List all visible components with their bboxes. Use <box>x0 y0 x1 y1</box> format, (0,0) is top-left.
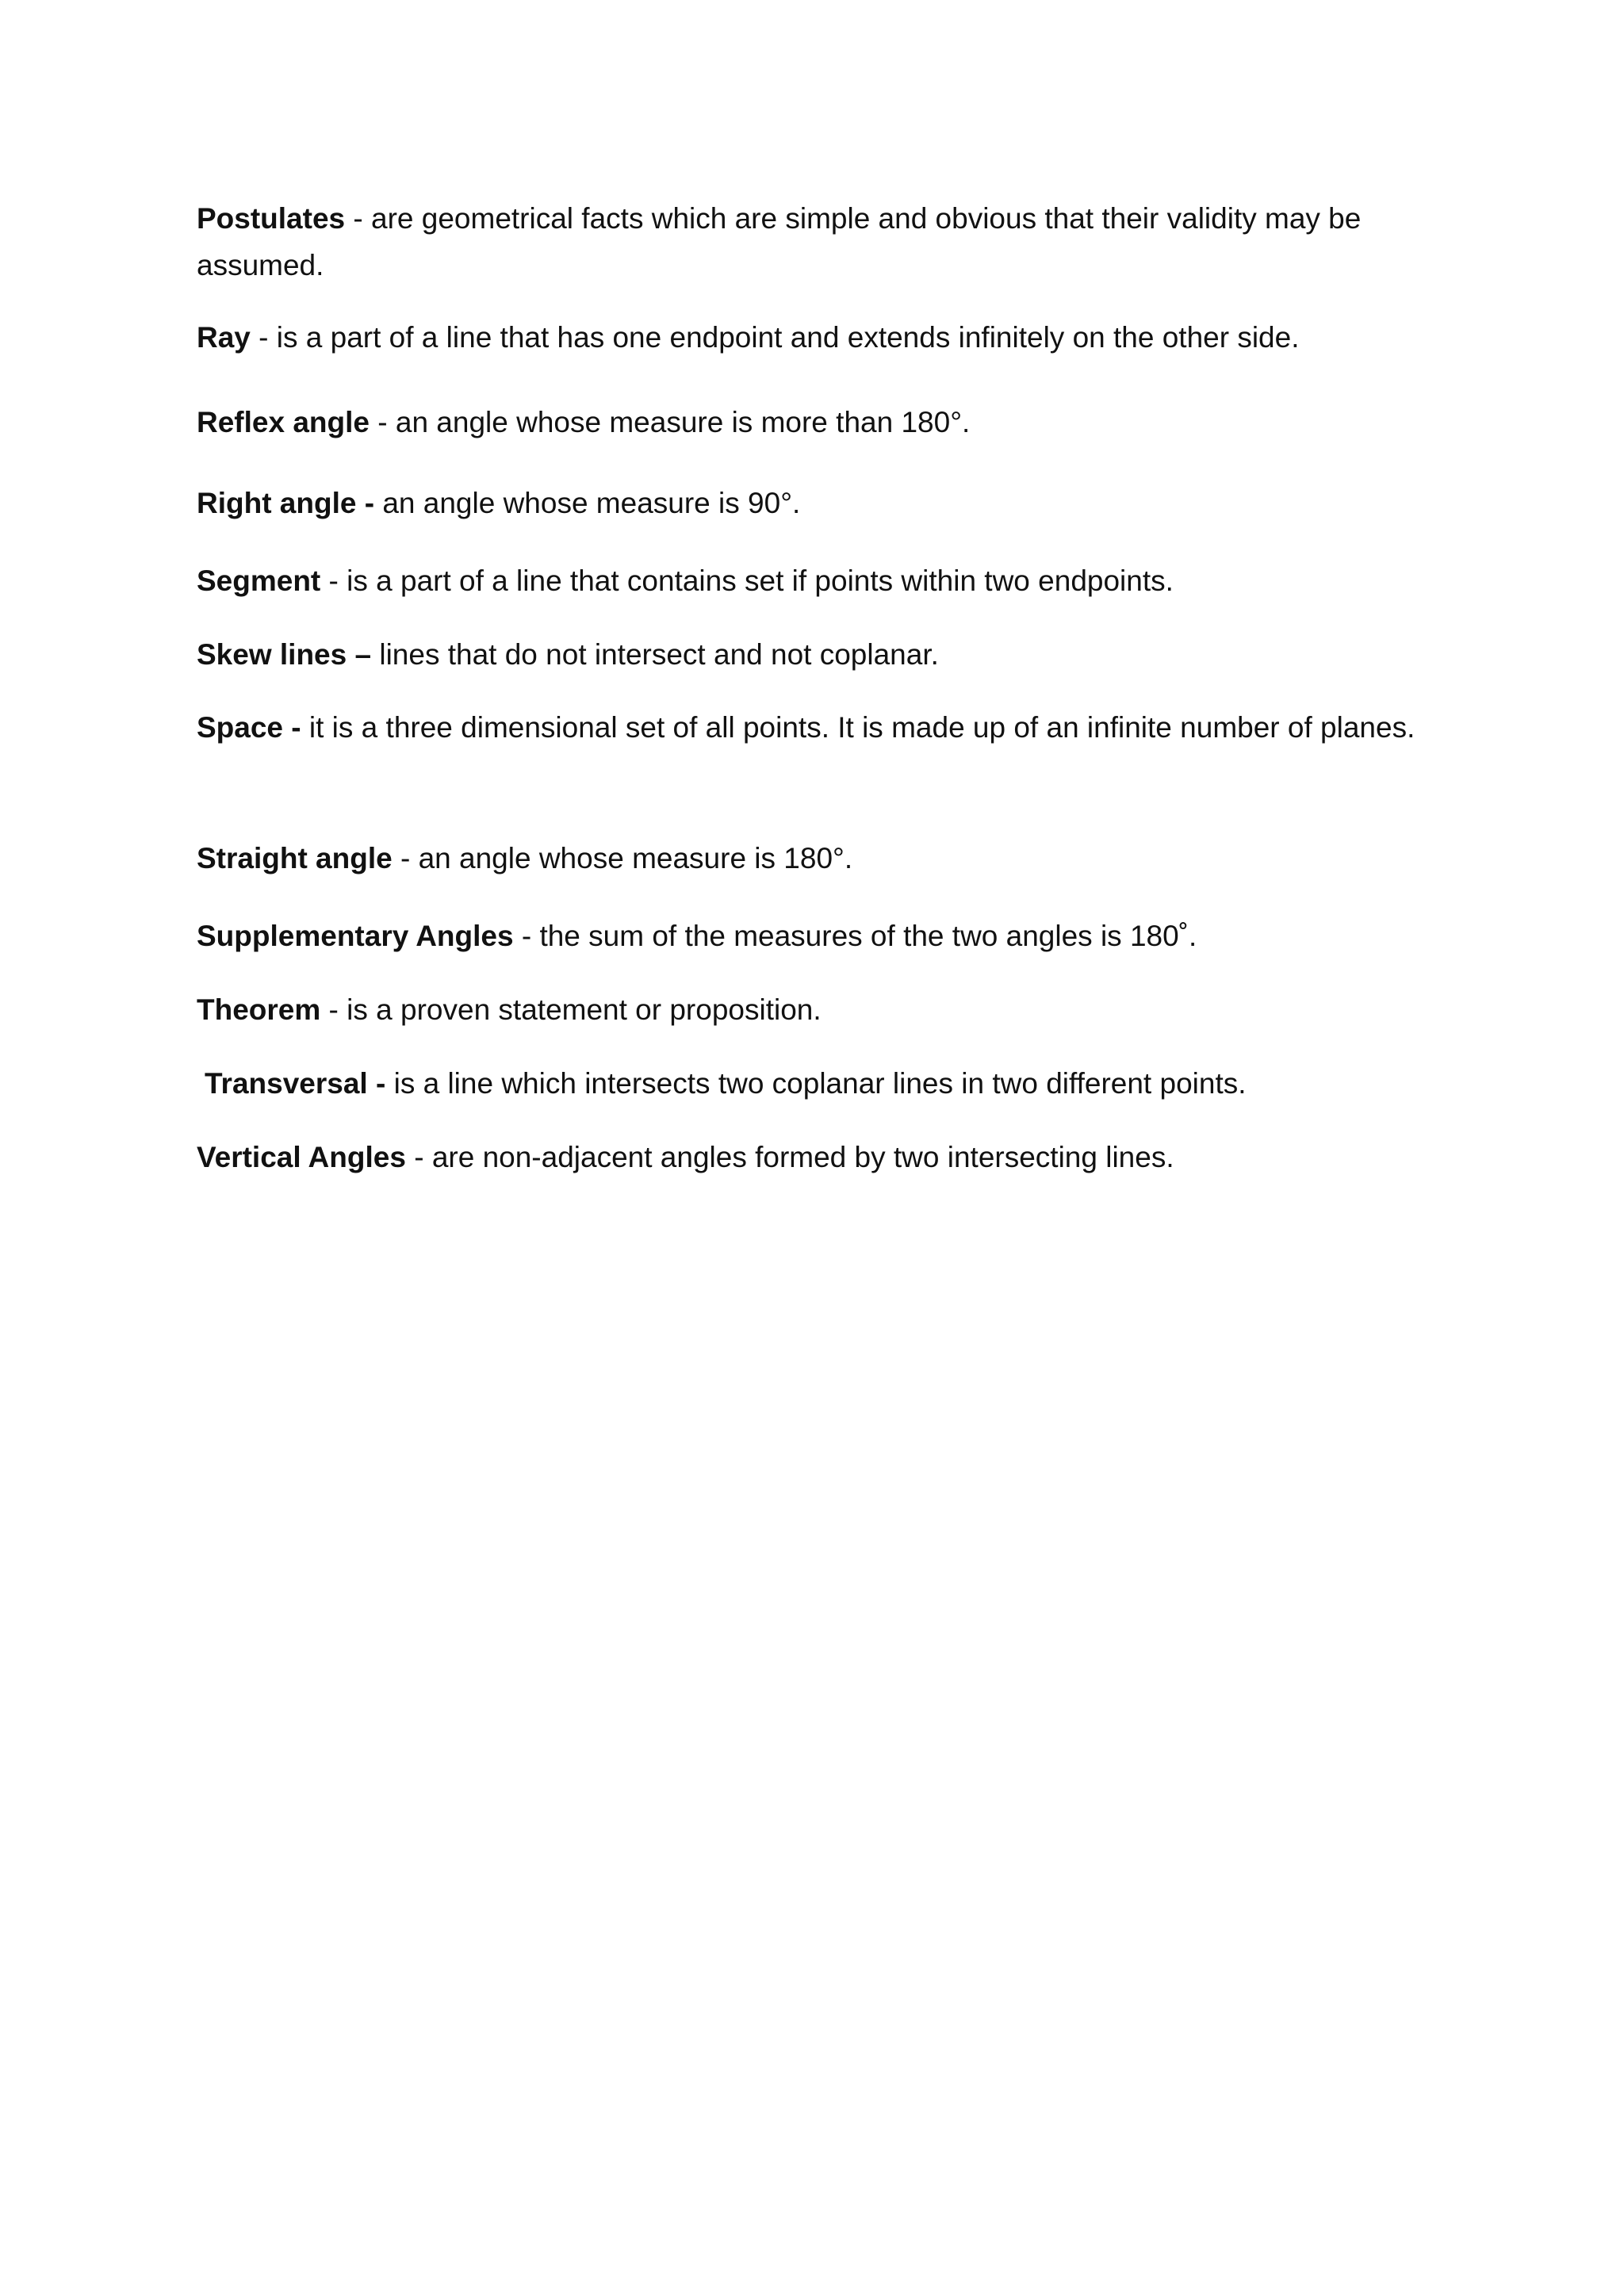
glossary-separator <box>371 638 379 671</box>
glossary-separator: - <box>320 993 347 1026</box>
glossary-entry-space <box>197 704 1434 751</box>
glossary-term: Reflex angle <box>197 406 370 438</box>
glossary-definition: is a part of a line that contains set if points within two endpoints. <box>347 564 1174 597</box>
glossary-entry-transversal <box>197 1060 1442 1107</box>
glossary-term: Straight angle <box>197 842 393 874</box>
glossary-term: Supplementary Angles <box>197 920 514 952</box>
glossary-definition: is a part of a line that has one endpoint and extends infinitely on the other side. <box>276 321 1300 354</box>
glossary-term: Skew lines – <box>197 638 372 671</box>
glossary-term: Ray <box>197 321 251 354</box>
glossary-separator: - <box>513 920 540 952</box>
glossary-term: Space - <box>197 711 301 744</box>
glossary-term: Right angle - <box>197 487 375 519</box>
glossary-term: Postulates <box>197 202 346 235</box>
glossary-entry-supplementary-angles <box>197 913 1434 959</box>
glossary-entry-postulates <box>197 195 1434 289</box>
glossary-term: Vertical Angles <box>197 1141 406 1173</box>
glossary-separator: - <box>345 202 372 235</box>
glossary-entry-skew-lines <box>197 631 1434 678</box>
glossary-definition: is a line which intersects two coplanar lines in two different points. <box>393 1067 1247 1100</box>
glossary-entry-straight-angle <box>197 835 1434 882</box>
glossary-entry-reflex-angle <box>197 399 1434 446</box>
glossary-definition: an angle whose measure is 180°. <box>418 842 853 874</box>
glossary-term: Theorem <box>197 993 321 1026</box>
glossary-separator: - <box>320 564 347 597</box>
glossary-term: Segment <box>197 564 321 597</box>
glossary-separator: - <box>392 842 419 874</box>
glossary-separator <box>374 487 382 519</box>
glossary-entry-ray <box>197 314 1434 361</box>
glossary-term: Transversal - <box>205 1067 386 1100</box>
glossary-definition: an angle whose measure is more than 180°. <box>395 406 971 438</box>
glossary-separator: - <box>405 1141 432 1173</box>
glossary-entry-theorem <box>197 986 1434 1033</box>
glossary-entry-segment <box>197 557 1434 604</box>
glossary-definition: an angle whose measure is 90°. <box>382 487 801 519</box>
glossary-entry-vertical-angles <box>197 1134 1434 1181</box>
glossary-definition: are non-adjacent angles formed by two intersecting lines. <box>431 1141 1174 1173</box>
glossary-separator: - <box>250 321 277 354</box>
glossary-definition: the sum of the measures of the two angles is 180˚. <box>539 920 1197 952</box>
glossary-separator: - <box>369 406 396 438</box>
glossary-separator <box>301 711 309 744</box>
glossary-definition: is a proven statement or proposition. <box>347 993 822 1026</box>
glossary-definition: are geometrical facts which are simple and obvious that their validity may be assumed. <box>197 202 1362 281</box>
glossary-definition: it is a three dimensional set of all points. It is made up of an infinite number of planes. <box>308 711 1415 744</box>
glossary-separator <box>385 1067 393 1100</box>
glossary-definition: lines that do not intersect and not coplanar. <box>379 638 939 671</box>
glossary-entry-right-angle <box>197 480 1434 526</box>
